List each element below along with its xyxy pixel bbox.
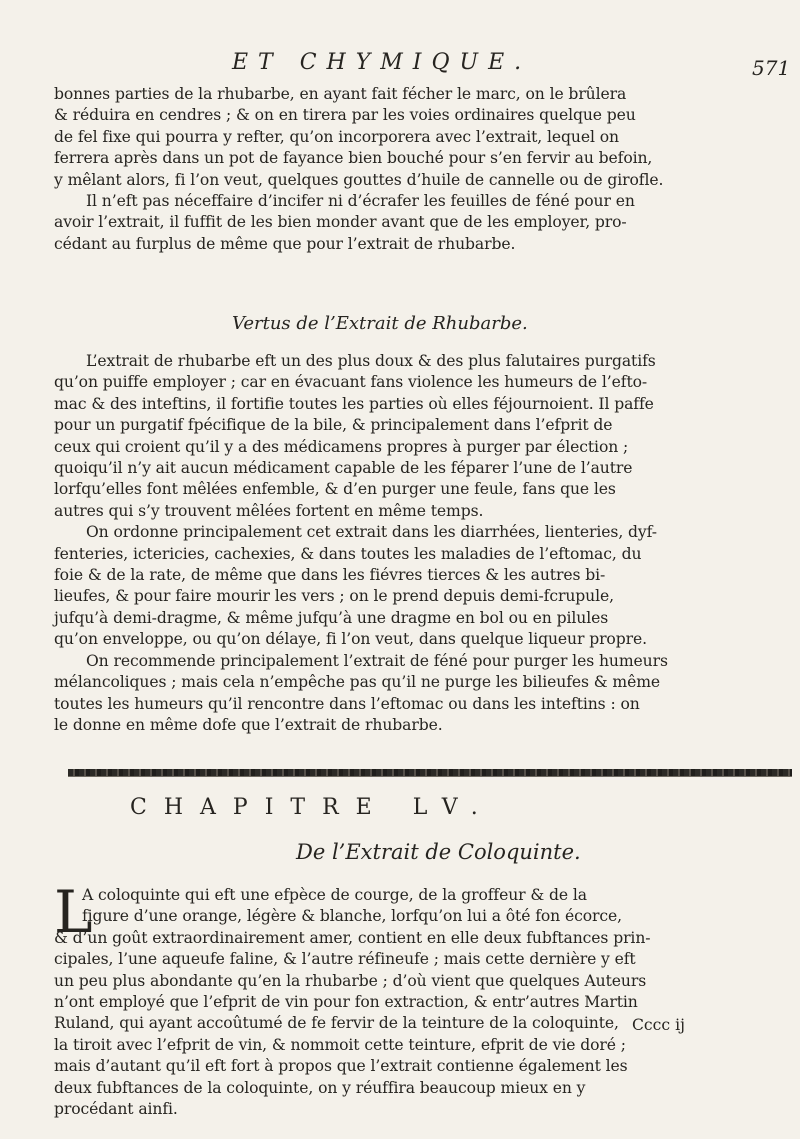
ornamental-rule bbox=[68, 769, 792, 777]
running-title: ET CHYMIQUE. bbox=[232, 50, 532, 75]
text-line: deux fubftances de la coloquinte, on y réuffira beaucoup mieux en y bbox=[54, 1078, 586, 1097]
text-line: autres qui s’y trouvent mêlées fortent en même temps. bbox=[54, 501, 484, 520]
text-line: lorfqu’elles font mêlées enfemble, & d’en purger une feule, fans que les bbox=[54, 480, 616, 499]
text-line: figure d’une orange, légère & blanche, lorfqu’on lui a ôté fon écorce, bbox=[82, 907, 622, 926]
chapter-subtitle: De l’Extrait de Coloquinte. bbox=[296, 840, 581, 864]
text-line: & réduira en cendres ; & on en tirera par les voies ordinaires quelque peu bbox=[54, 106, 636, 125]
text-line: On recommende principalement l’extrait de féné pour purger les humeurs bbox=[86, 651, 668, 670]
text-line: fenteries, ictericies, cachexies, & dans toutes les maladies de l’eftomac, du bbox=[54, 544, 642, 563]
text-line: procédant ainfi. bbox=[54, 1100, 178, 1119]
text-line: On ordonne principalement cet extrait dans les diarrhées, lienteries, dyf- bbox=[86, 523, 657, 542]
text-line: ceux qui croient qu’il y a des médicamens propres à purger par élection ; bbox=[54, 437, 629, 456]
drop-cap: L bbox=[54, 878, 93, 946]
text-line: A coloquinte qui eft une efpèce de courge, de la groffeur & de la bbox=[82, 886, 587, 904]
signature-mark: Cccc ij bbox=[632, 1016, 685, 1034]
text-line: mélancoliques ; mais cela n’empêche pas qu’il ne purge les bilieufes & même bbox=[54, 673, 661, 692]
text-line: n’ont employé que l’efprit de vin pour fon extraction, & entr’autres Martin bbox=[54, 993, 638, 1012]
text-line: toutes les humeurs qu’il rencontre dans l’eftomac ou dans les inteftins : on bbox=[54, 694, 640, 713]
text-line: cipales, l’une aqueufe faline, & l’autre réfineufe ; mais cette dernière y eft bbox=[54, 950, 636, 969]
text-line: qu’on enveloppe, ou qu’on délaye, fi l’on veut, dans quelque liqueur propre. bbox=[54, 630, 647, 649]
text-line: de fel fixe qui pourra y refter, qu’on incorporera avec l’extrait, lequel on bbox=[54, 127, 619, 146]
paragraph-coloquinte bbox=[54, 878, 774, 1120]
text-line: bonnes parties de la rhubarbe, en ayant fait fécher le marc, on le brûlera bbox=[54, 85, 627, 103]
text-line: mac & des inteftins, il fortifie toutes les parties où elles féjournoient. Il paffe bbox=[54, 394, 654, 413]
text-line: foie & de la rate, de même que dans les fiévres tierces & les autres bi- bbox=[54, 566, 606, 585]
page-number: 571 bbox=[752, 56, 791, 80]
text-line: la tiroit avec l’efprit de vin, & nommoit cette teinture, efprit de vie doré ; bbox=[54, 1035, 626, 1054]
text-line: avoir l’extrait, il fuffit de les bien monder avant que de les employer, pro- bbox=[54, 213, 627, 232]
text-line: y mêlant alors, fi l’on veut, quelques gouttes d’huile de cannelle ou de girofle. bbox=[54, 170, 664, 189]
text-line: pour un purgatif fpécifique de la bile, & principalement dans l’efprit de bbox=[54, 416, 613, 435]
text-line: cédant au furplus de même que pour l’extrait de rhubarbe. bbox=[54, 234, 516, 253]
text-line: mais d’autant qu’il eft fort à propos que l’extrait contienne également les bbox=[54, 1057, 628, 1076]
text-line: ferrera après dans un pot de fayance bien bouché pour s’en fervir au befoin, bbox=[54, 149, 653, 168]
text-line: un peu plus abondante qu’en la rhubarbe ; d’où vient que quelques Auteurs bbox=[54, 971, 647, 990]
paragraph-rhubarb-ashes bbox=[54, 84, 774, 255]
text-line: quoiqu’il n’y ait aucun médicament capable de les féparer l’une de l’autre bbox=[54, 459, 633, 478]
text-line: & d’un goût extraordinairement amer, contient en elle deux fubftances prin- bbox=[54, 928, 651, 947]
text-line: lieufes, & pour faire mourir les vers ; on le prend depuis demi-fcrupule, bbox=[54, 587, 614, 606]
text-line: Ruland, qui ayant accoûtumé de fe fervir de la teinture de la coloquinte, bbox=[54, 1014, 619, 1033]
text-line: le donne en même dofe que l’extrait de rhubarbe. bbox=[54, 715, 443, 734]
text-line: qu’on puiffe employer ; car en évacuant fans violence les humeurs de l’efto- bbox=[54, 373, 648, 392]
text-line: L’extrait de rhubarbe eft un des plus doux & des plus falutaires purgatifs bbox=[86, 352, 656, 370]
paragraph-virtues bbox=[54, 351, 774, 736]
text-line: Il n’eft pas néceffaire d’incifer ni d’écrafer les feuilles de féné pour en bbox=[86, 192, 635, 211]
chapter-title: CHAPITRE LV. bbox=[130, 795, 495, 820]
section-heading: Vertus de l’Extrait de Rhubarbe. bbox=[232, 313, 528, 334]
text-line: jufqu’à demi-dragme, & même jufqu’à une dragme en bol ou en pilules bbox=[54, 608, 609, 627]
